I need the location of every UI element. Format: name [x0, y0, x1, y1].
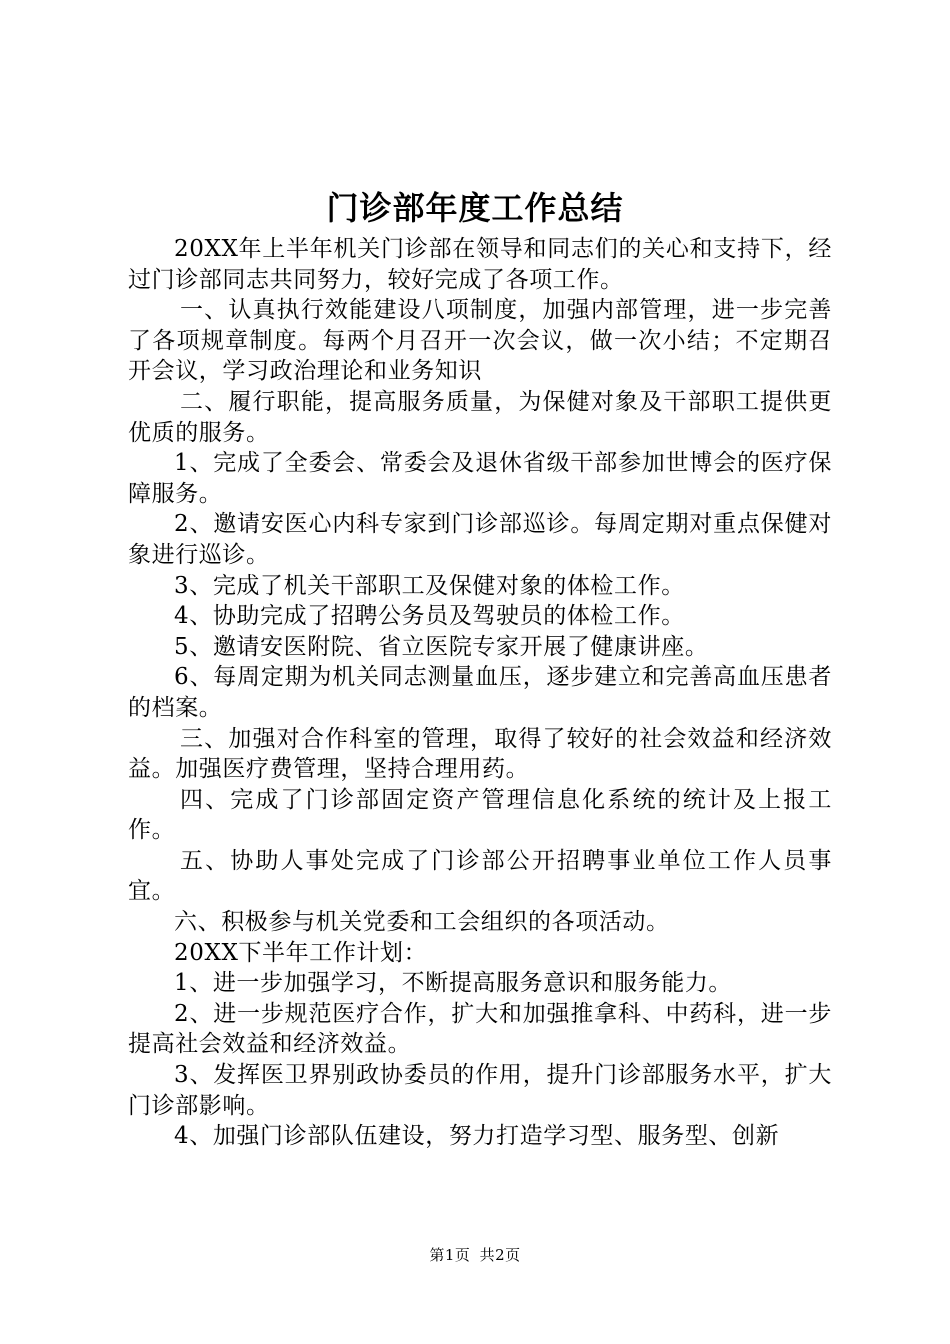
page-total: 共2页 — [479, 1246, 521, 1264]
page-footer — [0, 1245, 950, 1265]
paragraph-section-2: 二、履行职能，提高服务质量，为保健对象及干部职工提供更优质的服务。 — [128, 388, 832, 446]
paragraph-plan-2: 2、进一步规范医疗合作，扩大和加强推拿科、中药科，进一步提高社会效益和经济效益。 — [128, 1000, 832, 1058]
paragraph-section-1: 一、认真执行效能建设八项制度，加强内部管理，进一步完善了各项规章制度。每两个月召开一次会议，做一次小结；不定期召开会议，学习政治理论和业务知识 — [128, 297, 832, 385]
document-title: 门诊部年度工作总结 — [326, 189, 624, 227]
paragraph-item-1: 1、完成了全委会、常委会及退休省级干部参加世博会的医疗保障服务。 — [128, 450, 832, 507]
paragraph-item-4: 4、协助完成了招聘公务员及驾驶员的体检工作。 — [174, 603, 685, 630]
document-body — [128, 234, 832, 1152]
paragraph-plan-4: 4、加强门诊部队伍建设，努力打造学习型、服务型、创新 — [174, 1123, 780, 1150]
paragraph-item-2: 2、邀请安医心内科专家到门诊部巡诊。每周定期对重点保健对象进行巡诊。 — [128, 511, 832, 568]
paragraph-section-6: 六、积极参与机关党委和工会组织的各项活动。 — [174, 909, 670, 936]
paragraph-item-6: 6、每周定期为机关同志测量血压，逐步建立和完善高血压患者的档案。 — [128, 664, 832, 721]
paragraph-section-4: 四、完成了门诊部固定资产管理信息化系统的统计及上报工作。 — [128, 786, 832, 844]
paragraph-section-3: 三、加强对合作科室的管理，取得了较好的社会效益和经济效益。加强医疗费管理，坚持合理用药。 — [128, 725, 832, 783]
page-number: 第1页 — [429, 1246, 471, 1264]
paragraph-item-3: 3、完成了机关干部职工及保健对象的体检工作。 — [174, 572, 685, 599]
paragraph-plan-3: 3、发挥医卫界别政协委员的作用，提升门诊部服务水平，扩大门诊部影响。 — [128, 1062, 832, 1119]
paragraph-section-5: 五、协助人事处完成了门诊部公开招聘事业单位工作人员事宜。 — [128, 847, 832, 905]
paragraph-plan-1: 1、进一步加强学习，不断提高服务意识和服务能力。 — [174, 970, 733, 997]
paragraph-intro: 20XX年上半年机关门诊部在领导和同志们的关心和支持下，经过门诊部同志共同努力，较好完成了各项工作。 — [128, 236, 832, 293]
paragraph-plan-heading: 20XX下半年工作计划： — [174, 939, 428, 966]
paragraph-item-5: 5、邀请安医附院、省立医院专家开展了健康讲座。 — [174, 633, 709, 660]
